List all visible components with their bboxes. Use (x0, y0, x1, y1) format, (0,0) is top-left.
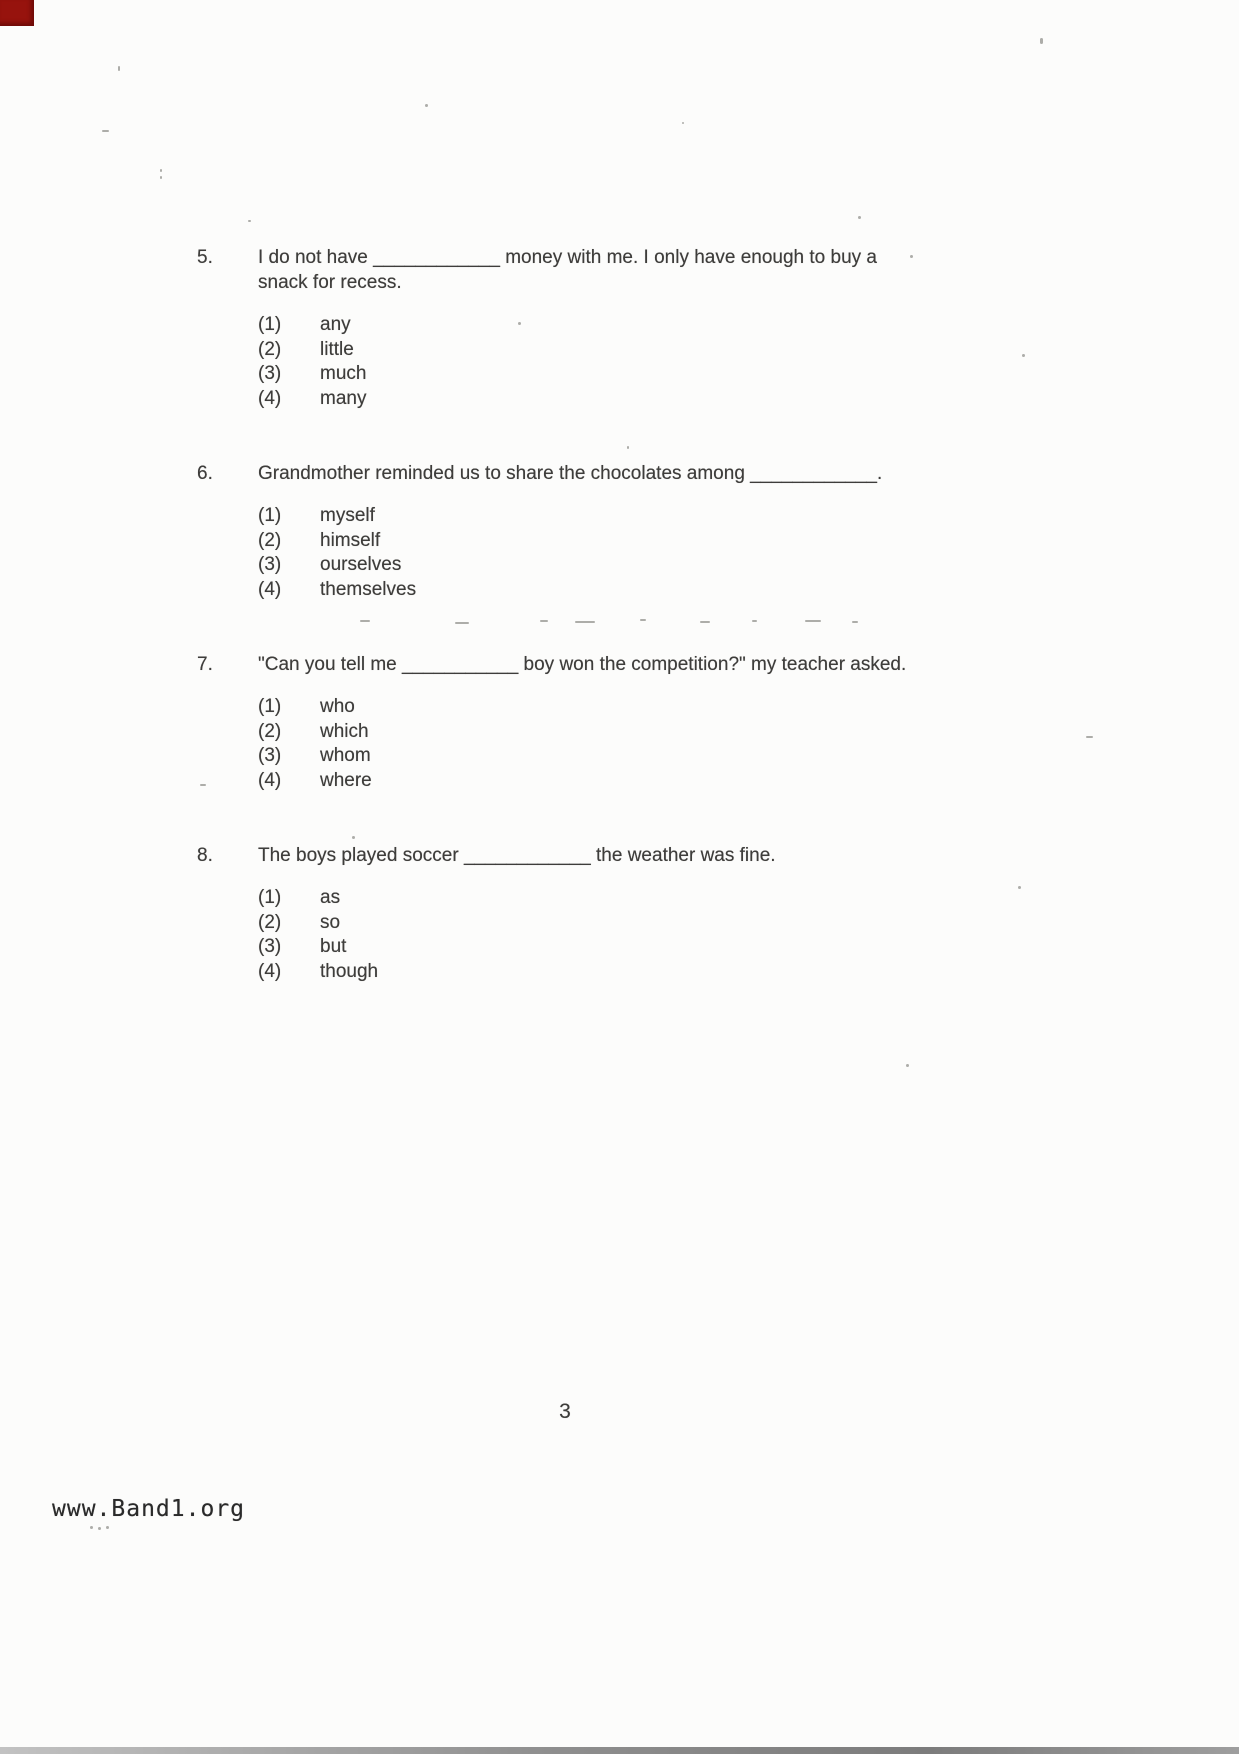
question-number: 7. (197, 654, 213, 675)
question-text: Grandmother reminded us to share the chocolates among ____________. (258, 463, 883, 484)
option-2 (258, 911, 930, 936)
option-2 (258, 720, 930, 745)
option-1 (258, 695, 930, 720)
option-text: so (320, 911, 341, 933)
option-2 (258, 338, 930, 363)
option-2 (258, 529, 930, 554)
scan-speck (1022, 354, 1025, 357)
scan-speck (1040, 38, 1043, 44)
question-text: The boys played soccer ____________ the weather was fine. (258, 845, 776, 866)
scan-speck (102, 130, 109, 132)
option-label: (3) (258, 363, 282, 384)
option-3 (258, 553, 930, 578)
question-body (258, 652, 930, 793)
option-label: (2) (258, 911, 282, 933)
question-number: 6. (197, 463, 213, 484)
option-text: ourselves (320, 554, 402, 575)
scan-artifact-red-corner (0, 0, 34, 26)
scan-speck (106, 1526, 109, 1529)
options-list (258, 695, 930, 793)
option-label: (1) (258, 314, 282, 335)
option-text: themselves (320, 578, 417, 600)
option-text: who (320, 696, 355, 717)
question-body (258, 843, 930, 984)
option-text: any (320, 314, 351, 335)
scan-speck (906, 1064, 909, 1067)
scan-speck (682, 122, 684, 124)
page-number: 3 (559, 1400, 571, 1423)
question-5 (197, 245, 967, 411)
option-label: (2) (258, 529, 282, 551)
scan-speck (425, 104, 428, 107)
scan-speck (248, 220, 251, 222)
scan-speck (1018, 886, 1021, 889)
option-text: much (320, 363, 367, 384)
question-body (258, 245, 930, 411)
options-list (258, 313, 930, 411)
option-4 (258, 578, 930, 603)
question-number: 8. (197, 845, 213, 866)
scan-speck (1086, 736, 1093, 738)
scan-speck (160, 169, 162, 172)
option-text: which (320, 720, 369, 742)
option-text: himself (320, 529, 381, 551)
option-label: (2) (258, 720, 282, 742)
option-3 (258, 744, 930, 769)
option-text: where (320, 769, 372, 791)
option-text: many (320, 387, 367, 409)
option-1 (258, 886, 930, 911)
scan-speck (118, 66, 120, 71)
option-1 (258, 504, 930, 529)
option-text: but (320, 936, 347, 957)
scan-speck (90, 1526, 93, 1529)
option-3 (258, 362, 930, 387)
option-4 (258, 769, 930, 794)
watermark: www.Band1.org (52, 1496, 246, 1522)
option-label: (2) (258, 338, 282, 360)
option-3 (258, 935, 930, 960)
option-4 (258, 387, 930, 412)
scan-artifact-bottom-strip (0, 1747, 1239, 1754)
question-text: "Can you tell me ___________ boy won the competition?" my teacher asked. (258, 654, 907, 675)
question-body (258, 461, 930, 602)
option-label: (4) (258, 387, 282, 409)
question-number: 5. (197, 247, 213, 268)
question-6 (197, 461, 967, 602)
option-label: (3) (258, 554, 282, 575)
option-label: (3) (258, 936, 282, 957)
option-text: little (320, 338, 354, 360)
scan-speck (160, 176, 162, 179)
option-label: (1) (258, 505, 282, 526)
option-text: as (320, 887, 341, 908)
question-text: I do not have ____________ money with me. I only have enough to buy a snack for recess. (258, 247, 878, 293)
option-label: (4) (258, 769, 282, 791)
question-8 (197, 843, 967, 984)
scan-speck (858, 216, 861, 219)
option-text: myself (320, 505, 375, 526)
question-7 (197, 652, 967, 793)
option-text: though (320, 960, 379, 982)
option-label: (1) (258, 887, 282, 908)
option-1 (258, 313, 930, 338)
option-label: (1) (258, 696, 282, 717)
option-label: (4) (258, 960, 282, 982)
option-text: whom (320, 745, 371, 766)
option-label: (4) (258, 578, 282, 600)
options-list (258, 504, 930, 602)
scan-speck (98, 1527, 101, 1530)
option-label: (3) (258, 745, 282, 766)
options-list (258, 886, 930, 984)
questions-section (197, 245, 967, 1034)
option-4 (258, 960, 930, 985)
